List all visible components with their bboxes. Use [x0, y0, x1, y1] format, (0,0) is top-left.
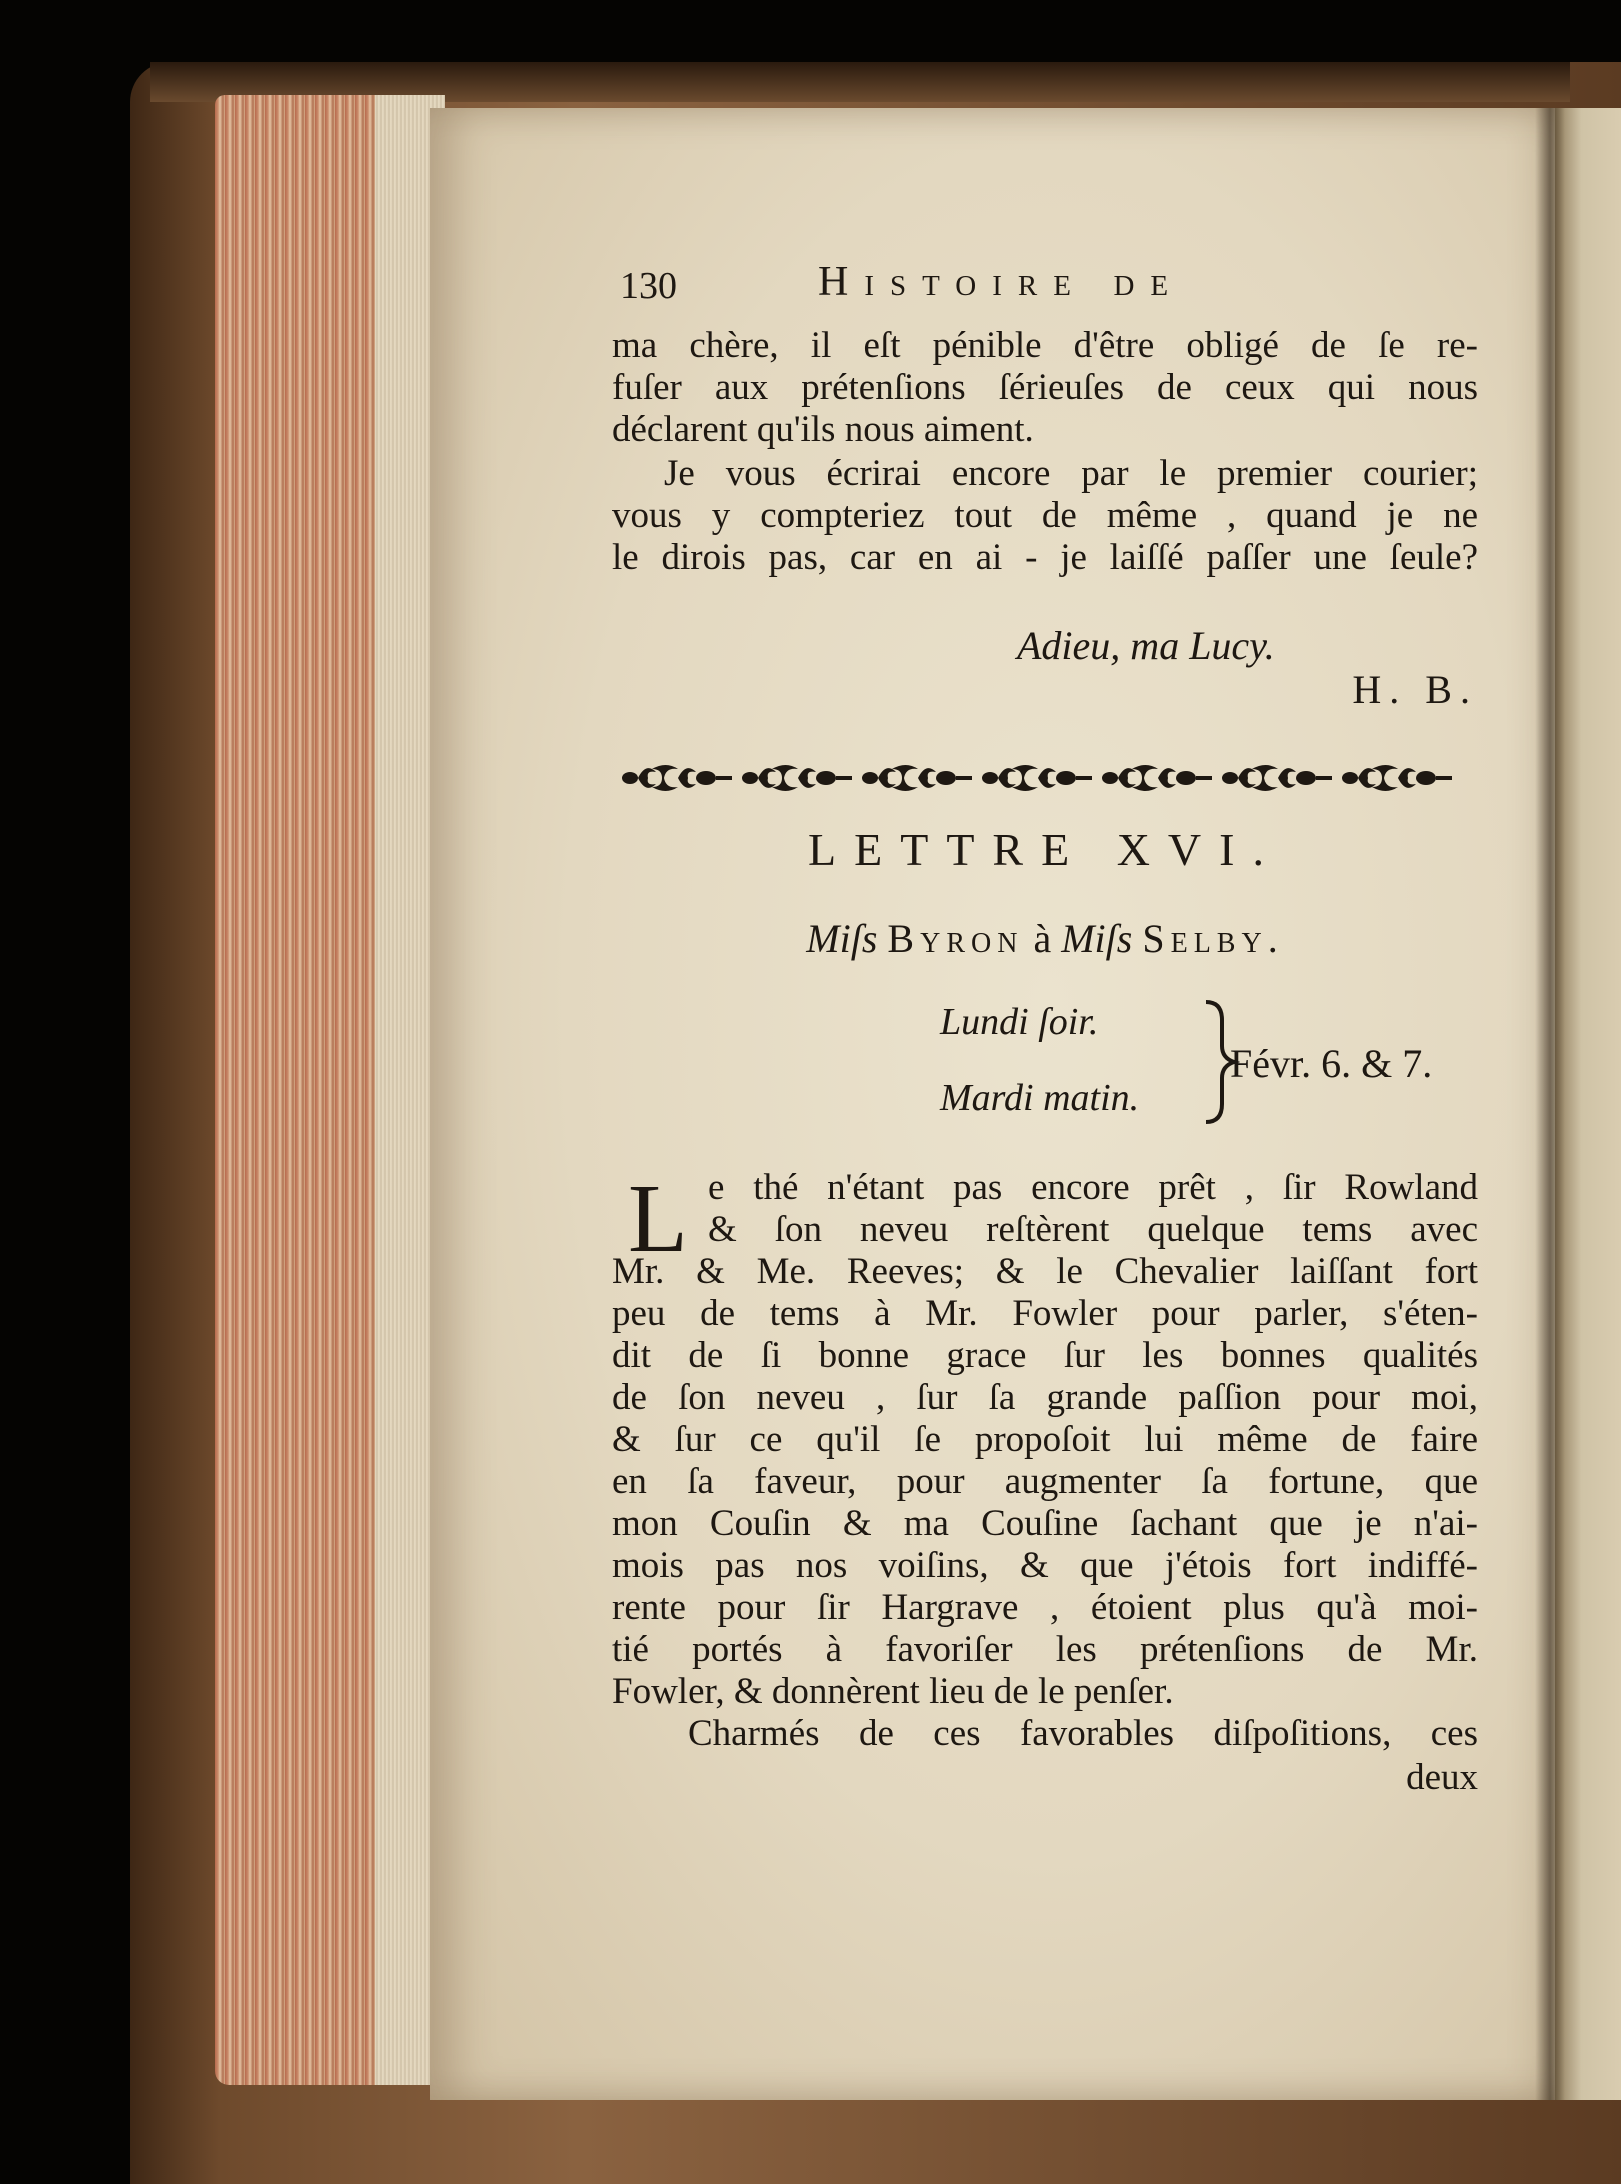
drop-cap: L: [628, 1165, 688, 1273]
text-line: mois pas nos voiſins, & que j'étois fort indiffé-: [612, 1545, 1478, 1586]
dateline-day1: Lundi ſoir.: [940, 1001, 1099, 1043]
text-line: fuſer aux prétenſions ſérieuſes de ceux qui nous: [612, 367, 1478, 408]
text-line: e thé n'étant pas encore prêt , ſir Rowland: [708, 1167, 1478, 1208]
text-line: de ſon neveu , ſur ſa grande paſſion pour moi,: [612, 1377, 1478, 1418]
letter-heading: LETTRE XVI.: [808, 824, 1282, 875]
page-edges: [215, 95, 445, 2085]
text-line: Mr. & Me. Reeves; & le Chevalier laiſſant fort: [612, 1251, 1478, 1292]
a-word: à: [1033, 916, 1052, 961]
text-line: ma chère, il eſt pénible d'être obligé de ſe re-: [612, 325, 1478, 366]
text-line: vous y compteriez tout de même , quand je ne: [612, 495, 1478, 536]
running-header: [620, 258, 1320, 308]
gutter-shadow: [1535, 108, 1565, 2100]
text-line: peu de tems à Mr. Fowler pour parler, s'éten-: [612, 1293, 1478, 1334]
ornament-rule: [622, 757, 1477, 799]
miss-from: Miſs: [806, 916, 878, 961]
dateline-day2: Mardi matin.: [940, 1077, 1140, 1119]
dateline-date: Févr. 6. & 7.: [1230, 1041, 1433, 1086]
text-line: le dirois pas, car en ai - je laiſſé paſſer une ſeule?: [612, 537, 1478, 578]
text-line: dit de ſi bonne grace ſur les bonnes qualités: [612, 1335, 1478, 1376]
miss-to: Miſs: [1061, 916, 1133, 961]
page-number: 130: [620, 265, 677, 307]
running-title: Histoire de: [818, 259, 1185, 305]
text-line: rente pour ſir Hargrave , étoient plus qu'à moi-: [612, 1587, 1478, 1628]
text-line: tié portés à favoriſer les prétenſions de Mr.: [612, 1629, 1478, 1670]
text-line: & ſon neveu reſtèrent quelque tems avec: [708, 1209, 1478, 1250]
text-line: Fowler, & donnèrent lieu de le penſer.: [612, 1671, 1174, 1712]
recipient-name: Selby.: [1142, 916, 1284, 961]
text-line: & ſur ce qu'il ſe propoſoit lui même de faire: [612, 1419, 1478, 1460]
text-line: Charmés de ces favorables diſpoſitions, ces: [688, 1713, 1478, 1754]
catchword: deux: [1406, 1757, 1478, 1798]
sender-name: Byron: [887, 916, 1024, 961]
text-line: déclarent qu'ils nous aiment.: [612, 409, 1034, 450]
text-line: Je vous écrirai encore par le premier courier;: [664, 453, 1478, 494]
closing-salutation: Adieu, ma Lucy.: [1017, 623, 1275, 668]
text-line: en ſa faveur, pour augmenter ſa fortune, que: [612, 1461, 1478, 1502]
closing-initials: H. B.: [1352, 667, 1478, 712]
text-line: mon Couſin & ma Couſine ſachant que je n'ai-: [612, 1503, 1478, 1544]
dateline: [940, 1000, 1480, 1120]
letter-address: [612, 915, 1478, 962]
